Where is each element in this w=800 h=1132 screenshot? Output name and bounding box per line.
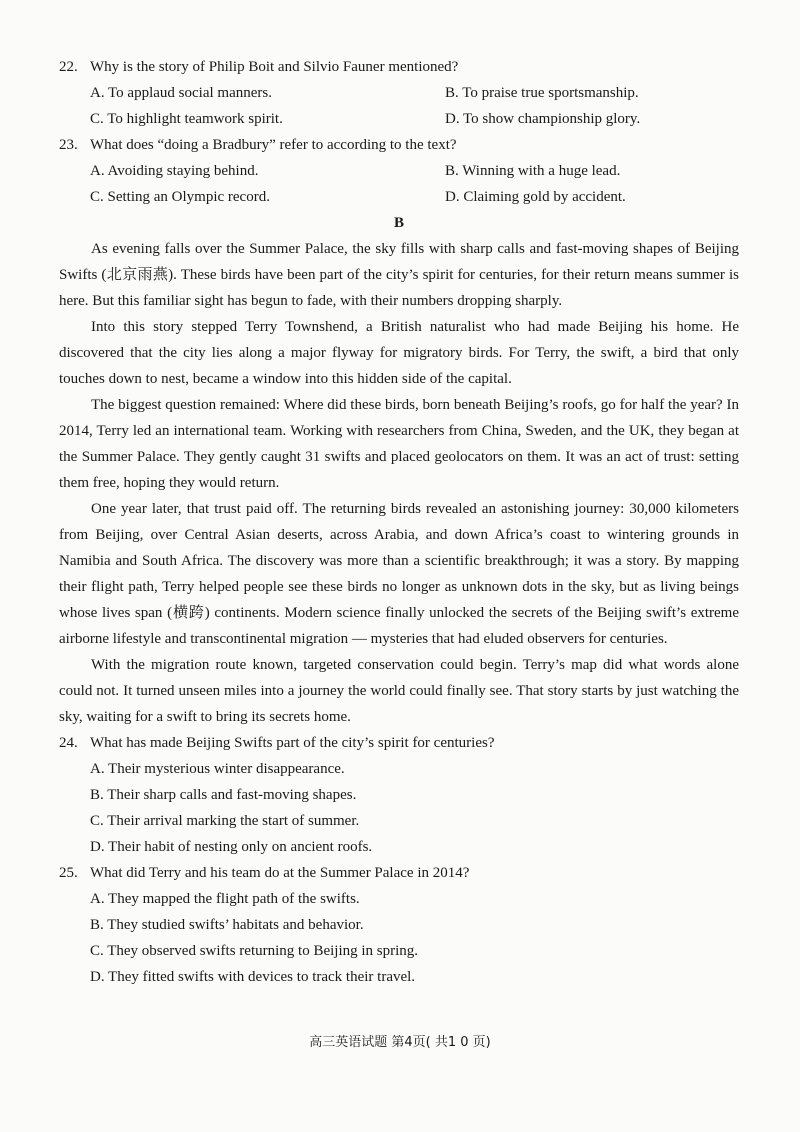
question-number: 24. bbox=[59, 735, 78, 751]
question-text: What does “doing a Bradbury” refer to according to the text? bbox=[90, 137, 457, 153]
option-c: C. They observed swifts returning to Beijing in spring. bbox=[90, 943, 419, 959]
option-b: B. Their sharp calls and fast-moving shapes. bbox=[90, 787, 357, 803]
passage-paragraph: As evening falls over the Summer Palace, the sky fills with sharp calls and fast-moving shapes of Beijing Swifts (北京雨燕). These birds have been part of the city’s spirit for centuries, for their return means summer is here. But this familiar sight has begun to fade, with their numbers dropping sharply. bbox=[59, 241, 739, 309]
option-a: A. Their mysterious winter disappearance. bbox=[90, 761, 345, 777]
question-number: 23. bbox=[59, 137, 78, 153]
option-c: C. Setting an Olympic record. bbox=[90, 189, 270, 205]
question-text: What has made Beijing Swifts part of the city’s spirit for centuries? bbox=[90, 735, 495, 751]
option-b: B. They studied swifts’ habitats and behavior. bbox=[90, 917, 364, 933]
passage bbox=[59, 236, 739, 730]
option-d: D. Their habit of nesting only on ancient roofs. bbox=[90, 839, 373, 855]
option-b: B. To praise true sportsmanship. bbox=[445, 85, 639, 101]
passage-paragraph: Into this story stepped Terry Townshend, a British naturalist who had made Beijing his home. He discovered that the city lies along a major flyway for migratory birds. For Terry, the swift, a bird that only touches down to nest, became a window into this hidden side of the capital. bbox=[59, 319, 739, 387]
passage-paragraph: One year later, that trust paid off. The returning birds revealed an astonishing journey: 30,000 kilometers from Beijing, over Central Asian deserts, across Arabia, and down Africa’s coast to wintering grounds in Namibia and South Africa. The discovery was more than a scientific breakthrough; it was a story. By mapping their flight path, Terry helped people see these birds no longer as unknown dots in the sky, but as living beings whose lives span (横跨) continents. Modern science finally unlocked the secrets of the Beijing swift’s extreme airborne lifestyle and transcontinental migration — mysteries that had eluded observers for centuries. bbox=[59, 501, 739, 647]
option-c: C. To highlight teamwork spirit. bbox=[90, 111, 283, 127]
question-24 bbox=[59, 730, 739, 860]
section-heading: B bbox=[393, 215, 404, 231]
option-c: C. Their arrival marking the start of summer. bbox=[90, 813, 360, 829]
option-d: D. Claiming gold by accident. bbox=[445, 189, 626, 205]
question-25 bbox=[59, 860, 739, 990]
question-22 bbox=[59, 54, 739, 132]
option-a: A. They mapped the flight path of the swifts. bbox=[90, 891, 360, 907]
option-d: D. They fitted swifts with devices to track their travel. bbox=[90, 969, 416, 985]
option-a: A. To applaud social manners. bbox=[90, 85, 272, 101]
option-d: D. To show championship glory. bbox=[445, 111, 641, 127]
option-b: B. Winning with a huge lead. bbox=[445, 163, 621, 179]
question-text: Why is the story of Philip Boit and Silvio Fauner mentioned? bbox=[90, 59, 459, 75]
exam-page bbox=[59, 54, 739, 990]
question-text: What did Terry and his team do at the Summer Palace in 2014? bbox=[90, 865, 470, 881]
passage-paragraph: With the migration route known, targeted conservation could begin. Terry’s map did what words alone could not. It turned unseen miles into a journey the world could finally see. That story starts by just watching the sky, waiting for a swift to bring its secrets home. bbox=[59, 657, 739, 725]
page-footer: 高三英语试题 第4页( 共1 0 页) bbox=[309, 1035, 491, 1050]
passage-paragraph: The biggest question remained: Where did these birds, born beneath Beijing’s roofs, go for half the year? In 2014, Terry led an international team. Working with researchers from China, Sweden, and the UK, they began at the Summer Palace. They gently caught 31 swifts and placed geolocators on them. It was an act of trust: setting them free, hoping they would return. bbox=[59, 397, 739, 491]
question-number: 22. bbox=[59, 59, 78, 75]
option-a: A. Avoiding staying behind. bbox=[90, 163, 259, 179]
question-number: 25. bbox=[59, 865, 78, 881]
question-23 bbox=[59, 132, 739, 210]
